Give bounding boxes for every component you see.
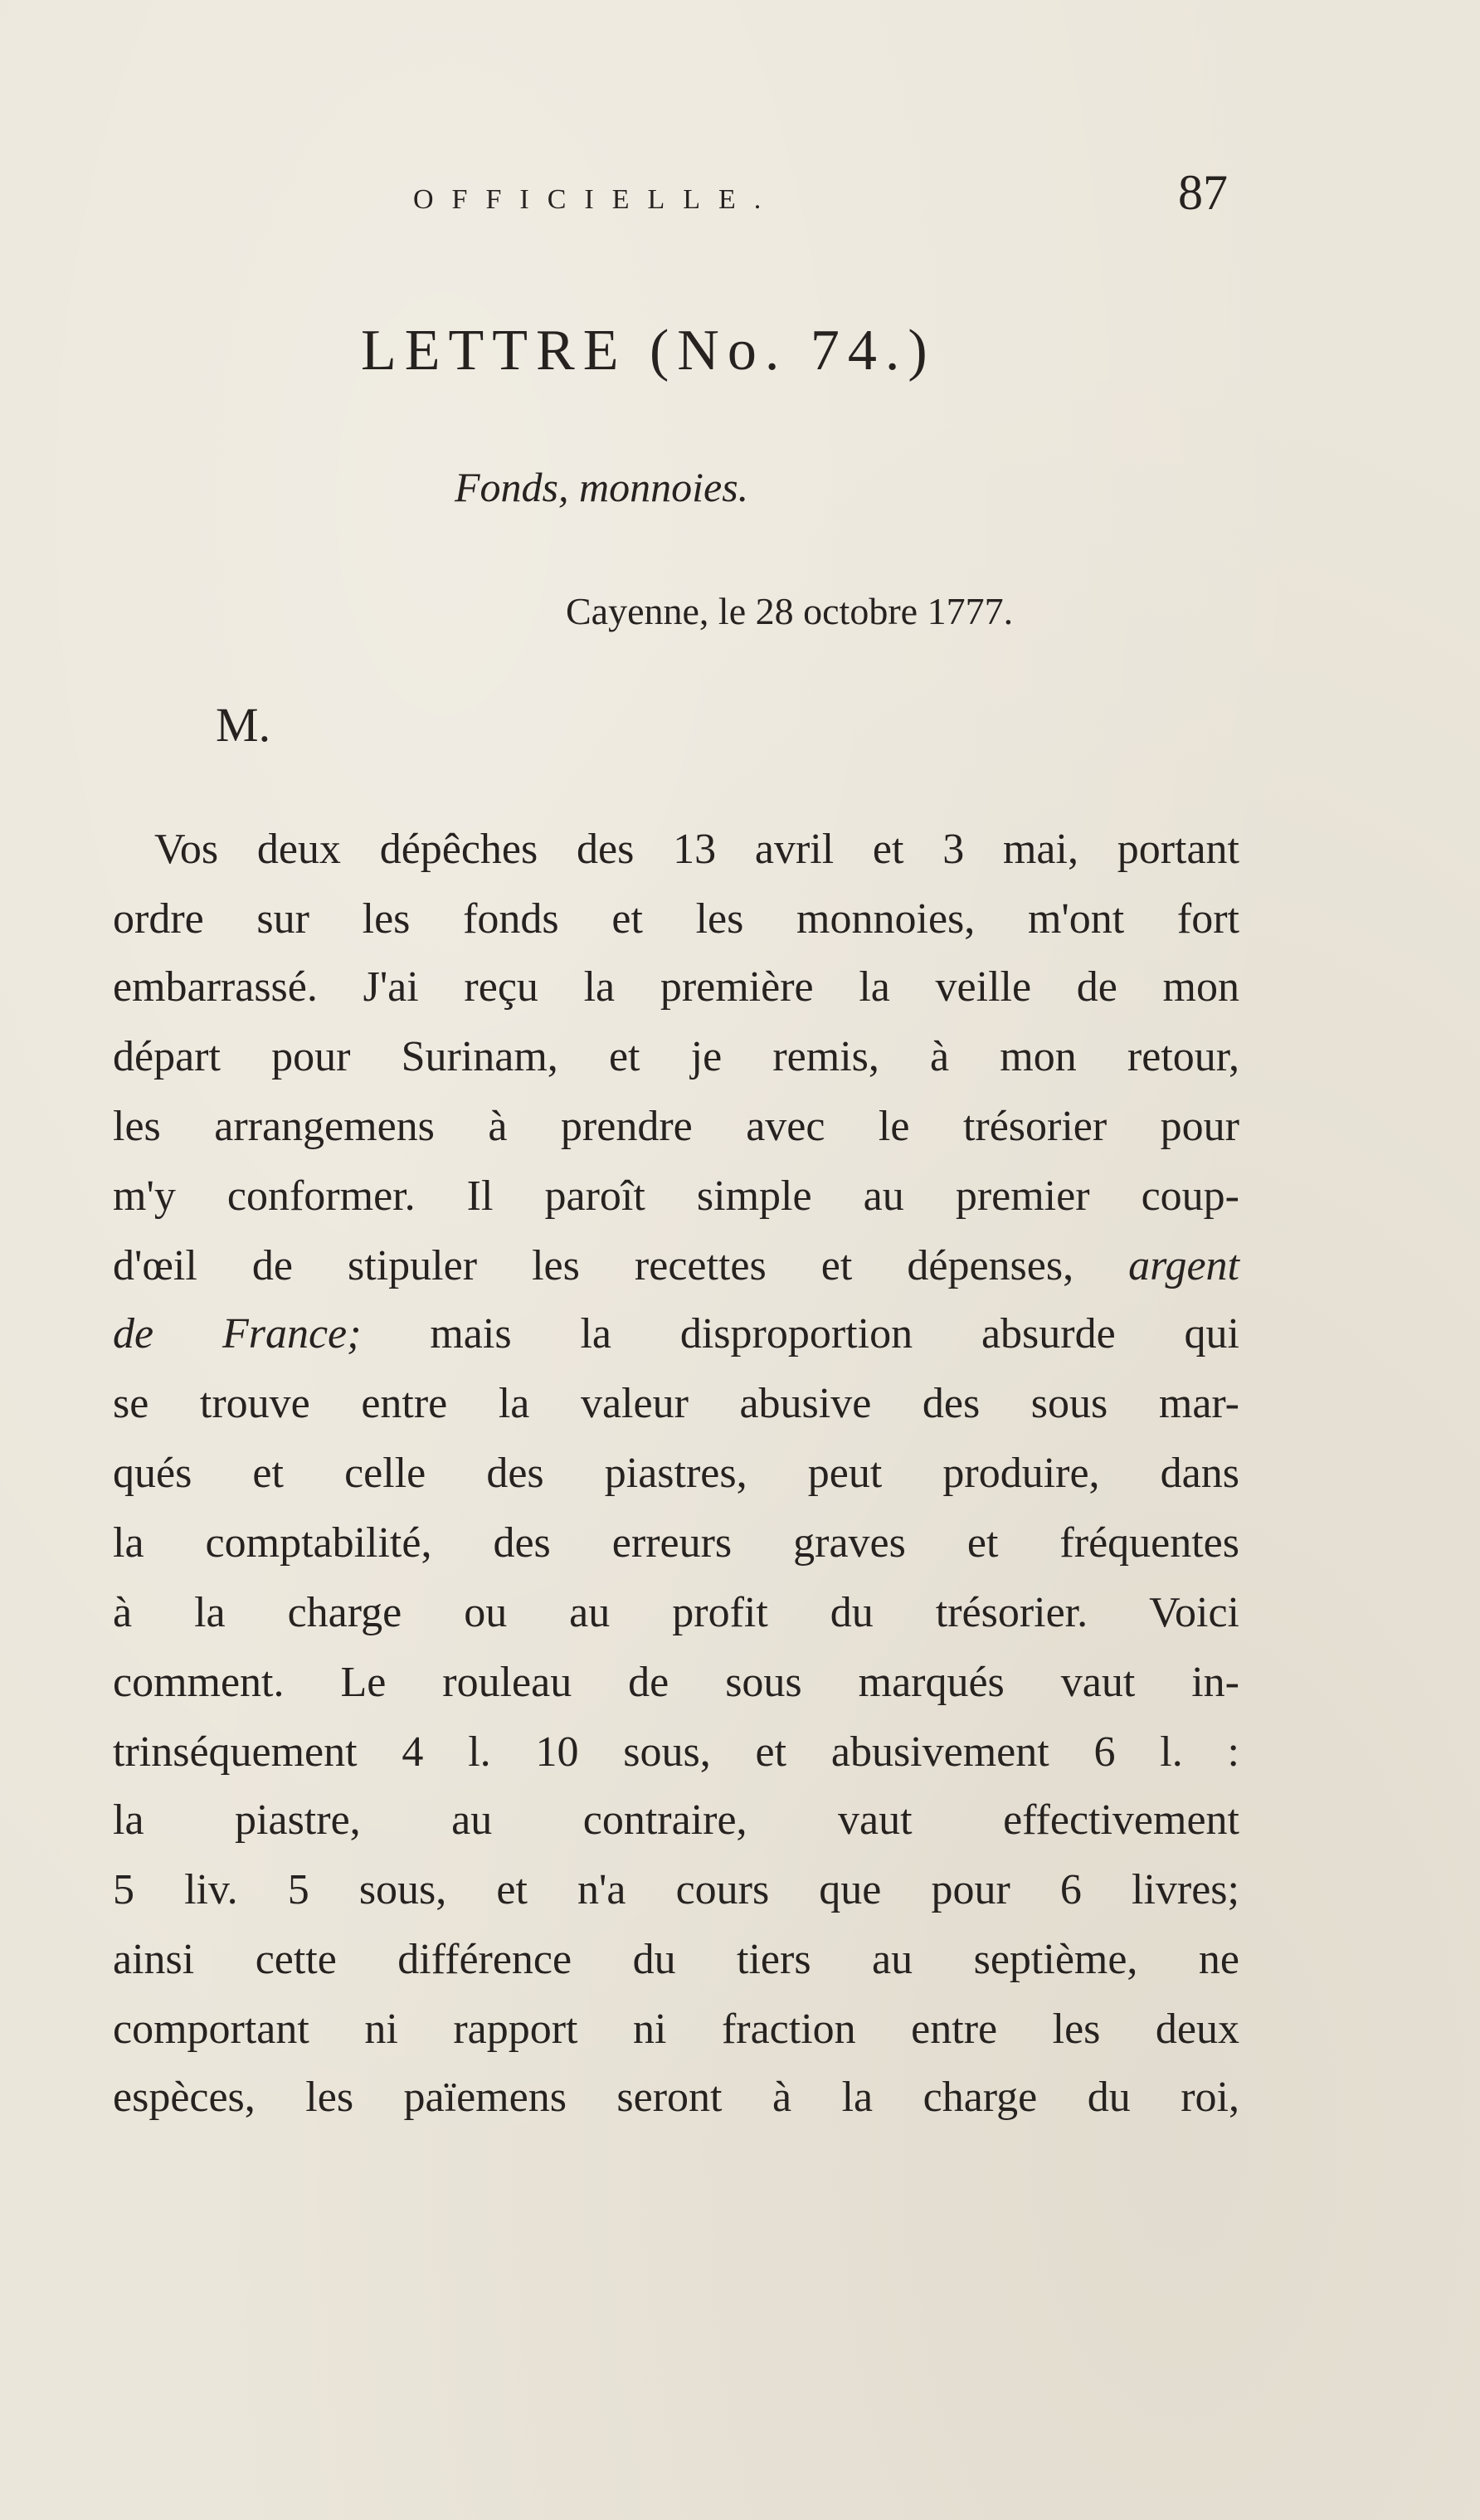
body-line: espèces, les païemens seront à la charge du roi, <box>113 2074 1239 2121</box>
body-line: qués et celle des piastres, peut produire, dans <box>113 1450 1239 1497</box>
letter-salutation: M. <box>216 698 271 752</box>
body-line: embarrassé. J'ai reçu la première la veille de mon <box>113 963 1239 1011</box>
body-line: les arrangemens à prendre avec le trésorier pour <box>113 1103 1239 1150</box>
letter-title: LETTRE (No. 74.) <box>361 319 936 383</box>
body-line: trinséquement 4 l. 10 sous, et abusivement 6 l. : <box>113 1728 1239 1776</box>
body-line: la comptabilité, des erreurs graves et fréquentes <box>113 1519 1239 1567</box>
body-line: ordre sur les fonds et les monnoies, m'ont fort <box>113 895 1239 943</box>
body-line: comment. Le rouleau de sous marqués vaut in- <box>113 1659 1239 1706</box>
letter-dateline: Cayenne, le 28 octobre 1777. <box>566 590 1014 632</box>
body-line: la piastre, au contraire, vaut effectivement <box>113 1796 1239 1844</box>
body-text: d'œil de stipuler les recettes et dépenses, <box>113 1242 1074 1289</box>
body-text: mais la disproportion absurde qui <box>430 1310 1240 1357</box>
italic-phrase: de France; <box>113 1310 362 1357</box>
body-line: à la charge ou au profit du trésorier. Voici <box>113 1589 1239 1636</box>
body-line <box>113 1309 1239 1359</box>
body-line: comportant ni rapport ni fraction entre les deux <box>113 2006 1239 2053</box>
body-line <box>113 1241 1239 1291</box>
body-line: départ pour Surinam, et je remis, à mon retour, <box>113 1033 1239 1080</box>
letter-subject: Fonds, monnoies. <box>455 464 749 510</box>
page-number: 87 <box>1178 165 1228 220</box>
body-line: se trouve entre la valeur abusive des sous mar- <box>113 1380 1239 1427</box>
body-line: ainsi cette différence du tiers au septième, ne <box>113 1936 1239 1983</box>
italic-phrase: argent <box>1128 1242 1239 1289</box>
running-head: OFFICIELLE. <box>413 184 780 215</box>
body-line: Vos deux dépêches des 13 avril et 3 mai, portant <box>154 826 1239 873</box>
body-line: m'y conformer. Il paroît simple au premier coup- <box>113 1172 1239 1220</box>
body-line: 5 liv. 5 sous, et n'a cours que pour 6 livres; <box>113 1866 1239 1913</box>
